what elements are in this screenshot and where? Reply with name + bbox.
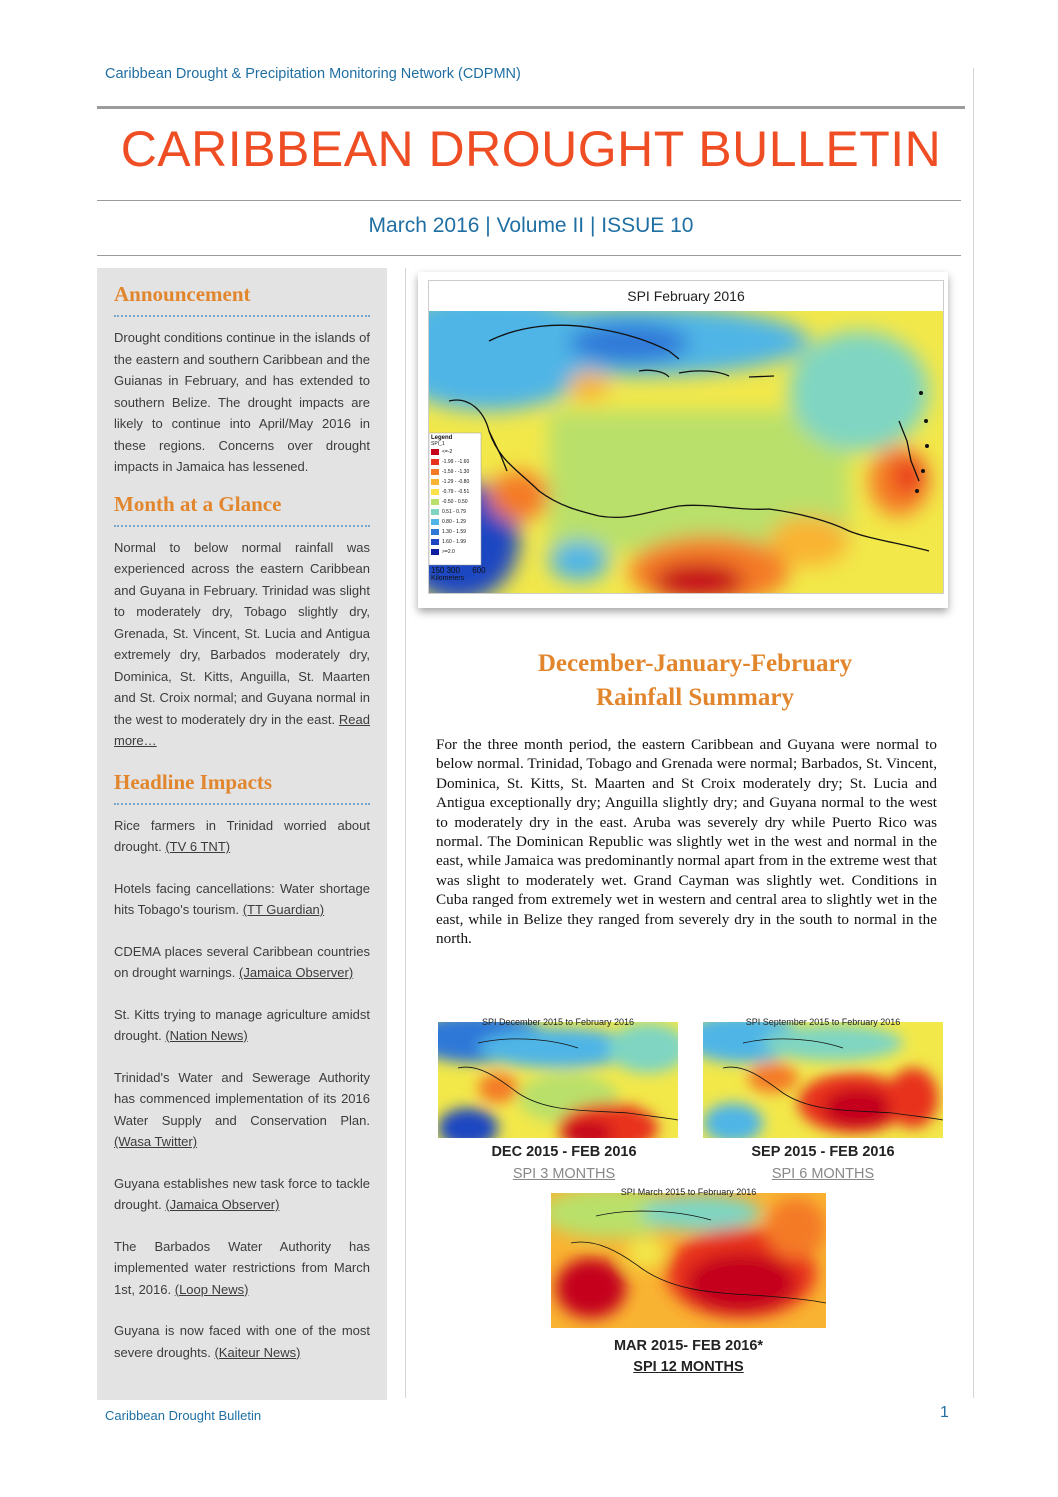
map-title: SPI December 2015 to February 2016 (481, 1017, 635, 1027)
dotted-divider (114, 525, 370, 527)
summary-text: For the three month period, the eastern Caribbean and Guyana were normal to below normal. Trinidad, Tobago and Grenada were normal; Barbados, St. Vincent, Dominica, St. Kitts, St. Maarten and St Croix moderately dry; St. Lucia and Antigua exceptionally dry; Anguilla slightly dry; and Guyana normal to the west to moderately dry in the east. Aruba was severely dry while Puerto Rico was normal. The Dominican Republic was slightly wet in the west and normal in the east, while Jamaica was predominantly normal apart from in the extreme west that was slight to moderately wet. Grand Cayman was slightly wet. Conditions in Cuba ranged from extremely wet in western and central area to slightly wet in the east, while in Belize they ranged from severely dry in the south to normal in the north. (436, 736, 937, 948)
impact-item (114, 1320, 370, 1363)
legend-label: -1.59 - -1.30 (442, 469, 470, 475)
read-more-link[interactable]: Read more… (114, 711, 370, 748)
title-divider (97, 200, 961, 201)
legend-swatch (431, 549, 439, 555)
impact-item (114, 1067, 370, 1153)
figure-label: MAR 2015- FEB 2016* (613, 1338, 764, 1354)
legend-swatch (431, 509, 439, 515)
impact-source-link[interactable]: (Kaiteur News) (214, 1344, 301, 1360)
impact-source-link[interactable]: (Wasa Twitter) (114, 1134, 198, 1149)
impact-source-link[interactable]: (Loop News) (174, 1281, 249, 1297)
spi-12-month-graphic (551, 1188, 826, 1328)
legend-label: -0.79 - -0.51 (442, 489, 470, 495)
scale-label: 300 (446, 566, 460, 575)
legend-swatch (431, 479, 439, 485)
scale-label: 150 (431, 566, 445, 575)
spi-3-month-graphic (438, 1018, 678, 1138)
legend-label: 1.30 - 1.59 (442, 529, 466, 535)
legend-subtitle: SPI_1 (431, 441, 445, 447)
impact-text: Trinidad's Water and Sewerage Authority has commenced implementation of its 2016 Water Supply and Conservation Plan. (114, 1069, 370, 1128)
legend-label: <=-2 (442, 449, 453, 455)
header-rule (97, 106, 965, 109)
column-separator (405, 268, 406, 1398)
legend-entry (431, 477, 481, 487)
legend-entry (431, 547, 481, 557)
legend-entry (431, 517, 481, 527)
legend-swatch (431, 449, 439, 455)
impact-item (114, 1173, 370, 1216)
impact-source-link[interactable]: (Nation News) (165, 1028, 248, 1043)
page-right-rule (973, 68, 974, 1398)
scale-unit: Kilometers (431, 575, 465, 582)
impact-item (114, 941, 370, 984)
figure-label: SEP 2015 - FEB 2016 (751, 1144, 895, 1160)
bulletin-title: CARIBBEAN DROUGHT BULLETIN (120, 121, 942, 177)
impact-item (114, 815, 370, 858)
figure-sub-link[interactable]: SPI 6 MONTHS (771, 1166, 875, 1182)
issue-divider (97, 255, 961, 256)
legend-entry (431, 457, 481, 467)
figure-label: DEC 2015 - FEB 2016 (491, 1144, 637, 1160)
map-title: SPI September 2015 to February 2016 (745, 1017, 901, 1027)
impact-text: Guyana is now faced with one of the most severe droughts. (114, 1323, 370, 1360)
legend-label: 1.60 - 1.99 (442, 539, 466, 545)
legend-swatch (431, 499, 439, 505)
impact-text: CDEMA places several Caribbean countries on drought warnings. (114, 943, 370, 980)
legend-swatch (431, 469, 439, 475)
spi-6-month-graphic (703, 1018, 943, 1138)
dotted-divider (114, 803, 370, 805)
summary-heading (430, 647, 960, 715)
legend-entry (431, 507, 481, 517)
impact-text: The Barbados Water Authority has implemented water restrictions from March 1st, 2016. (114, 1238, 370, 1297)
impact-item (114, 1236, 370, 1301)
legend-label: 0.51 - 0.79 (442, 509, 466, 515)
legend-label: -1.99 - -1.60 (442, 459, 470, 465)
impact-text: Rice farmers in Trinidad worried about drought. (114, 817, 370, 854)
impacts-list (114, 815, 370, 1364)
map-title: SPI March 2015 to February 2016 (620, 1187, 757, 1197)
impact-source-link[interactable]: (Jamaica Observer) (165, 1197, 280, 1212)
impact-item (114, 1004, 370, 1047)
legend-label: >=2.0 (442, 549, 455, 555)
impact-source-link[interactable]: (TV 6 TNT) (165, 839, 231, 854)
network-name: Caribbean Drought & Precipitation Monitoring Network (CDPMN) (105, 66, 521, 82)
sidebar (97, 268, 387, 1400)
summary-heading-line1: December-January-February (537, 650, 853, 677)
legend-entry (431, 537, 481, 547)
legend-entry (431, 497, 481, 507)
map-scale-bar (431, 566, 486, 582)
map-legend (431, 435, 481, 557)
impact-source-link[interactable]: (Jamaica Observer) (239, 965, 354, 980)
legend-entry (431, 447, 481, 457)
glance-body: Normal to below normal rainfall was experienced across the eastern Caribbean and Guyana in February. Trinidad was slight to moderately dry, Tobago slightly dry, Grenada, St. Vincent, St. Lucia and Antigua extremely dry, Barbados moderately dry, Dominica, St. Kitts, Anguilla, St. Maarten and St. Croix normal; and Guyana normal in the west to moderately dry in the east. (114, 539, 370, 727)
announcement-heading: Announcement (114, 282, 251, 306)
legend-swatch (431, 489, 439, 495)
impact-text: Guyana establishes new task force to tackle drought. (114, 1175, 370, 1212)
legend-label: -0.50 - 0.50 (442, 499, 468, 505)
legend-entry (431, 467, 481, 477)
announcement-text: Drought conditions continue in the islands of the eastern and southern Caribbean and the Guianas in February, and has extended to southern Belize. The drought impacts are likely to continue into April/May 2016 in these regions. Concerns over drought impacts in Jamaica has lessened. (114, 330, 370, 474)
impact-text: Hotels facing cancellations: Water shortage hits Tobago's tourism. (114, 880, 370, 917)
impact-text: St. Kitts trying to manage agriculture amidst drought. (114, 1006, 370, 1043)
summary-heading-line2: Rainfall Summary (596, 684, 794, 711)
legend-swatch (431, 519, 439, 525)
legend-title: Legend (431, 435, 453, 441)
spi-12-month-map (551, 1188, 826, 1328)
legend-swatch (431, 459, 439, 465)
legend-label: -1.29 - -0.80 (442, 479, 470, 485)
figure-sub-link[interactable]: SPI 12 MONTHS (633, 1359, 744, 1375)
impact-item (114, 878, 370, 921)
spi-3-month-map (438, 1018, 678, 1138)
legend-entry (431, 527, 481, 537)
dotted-divider (114, 315, 370, 317)
scale-label: 600 (472, 566, 486, 575)
glance-heading: Month at a Glance (114, 491, 282, 516)
figure-sub-link[interactable]: SPI 3 MONTHS (512, 1166, 616, 1182)
legend-label: 0.80 - 1.29 (442, 519, 466, 525)
spi-map-graphic (429, 281, 943, 593)
impact-source-link[interactable]: (TT Guardian) (242, 902, 325, 917)
main-map-title: SPI February 2016 (627, 288, 745, 304)
legend-swatch (431, 539, 439, 545)
issue-info: March 2016 | Volume II | ISSUE 10 (368, 214, 694, 237)
glance-text (114, 537, 370, 752)
main-spi-map (418, 272, 948, 608)
spi-6-month-map (703, 1018, 943, 1138)
legend-swatch (431, 529, 439, 535)
page-number: 1 (940, 1404, 949, 1421)
footer-title: Caribbean Drought Bulletin (105, 1408, 262, 1423)
legend-entry (431, 487, 481, 497)
legend-items (431, 447, 481, 557)
impacts-heading: Headline Impacts (114, 769, 273, 794)
